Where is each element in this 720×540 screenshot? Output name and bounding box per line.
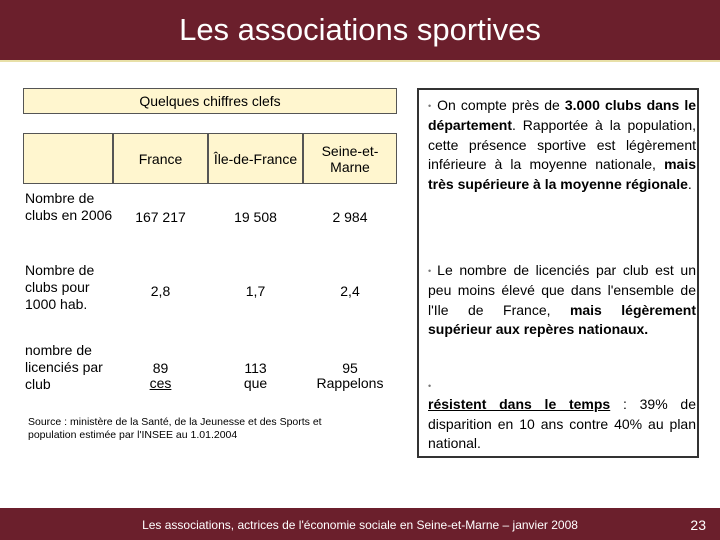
column-header-france: France: [113, 133, 208, 184]
bullet-icon: •: [428, 380, 432, 391]
paragraph-licencies: [428, 261, 696, 340]
overlay-text-rappelons: Rappelons: [316, 375, 384, 391]
overlay-text-que: que: [243, 375, 268, 391]
table-caption: Quelques chiffres clefs: [23, 88, 397, 114]
commentary-panel: [417, 88, 699, 458]
cell-ratio-idf: 1,7: [245, 283, 266, 299]
footer-text: Les associations, actrices de l'économie sociale en Seine-et-Marne – janvier 2008: [142, 518, 578, 532]
p1-text-3: .: [687, 175, 692, 192]
p1-bold-2: mais très supérieure à la moyenne régionale: [428, 156, 696, 192]
p1-text-2: . Rapportée à la population, cette présence sportive est légèrement inférieure à la moyenne nationale,: [428, 117, 696, 173]
cell-lic-france: 89: [152, 360, 169, 376]
p1-text: On compte près de: [437, 97, 565, 113]
overlay-text-ces: ces: [149, 375, 172, 391]
page-title: Les associations sportives: [179, 12, 541, 47]
table-corner-cell: [23, 133, 113, 184]
p3-text: : 39% de disparition en 10 ans contre 40% au plan national.: [428, 396, 696, 451]
p2-bold: mais légèrement supérieur aux repères nationaux.: [428, 301, 696, 338]
cell-clubs-sem: 2 984: [332, 209, 368, 225]
column-header-seine-et-marne: Seine-et-Marne: [303, 133, 397, 184]
paragraph-resistance: [428, 376, 696, 454]
cell-ratio-france: 2,8: [150, 283, 171, 299]
p3-bold: résistent dans le temps: [428, 396, 611, 412]
row-label-licencies: nombre de licenciés par club: [25, 342, 103, 392]
cell-clubs-france: 167 217: [135, 209, 186, 225]
cell-lic-sem: 95: [342, 360, 358, 376]
page-number: 23: [690, 517, 706, 533]
cell-ratio-sem: 2,4: [340, 283, 360, 299]
cell-lic-idf: 113: [244, 360, 267, 376]
header-bar: [0, 0, 720, 62]
cell-clubs-idf: 19 508: [234, 209, 277, 225]
p1-bold: 3.000 clubs dans le département: [428, 97, 697, 134]
row-label-clubs-2006: Nombre de clubs en 2006: [25, 190, 113, 223]
row-label-clubs-per-1000: Nombre de clubs pour 1000 hab.: [25, 262, 95, 312]
column-header-idf: Île-de-France: [208, 133, 303, 184]
source-note: Source : ministère de la Santé, de la Jeunesse et des Sports et population estimée par l'INSEE au 1.01.2004: [28, 416, 322, 441]
bullet-line: [428, 376, 696, 395]
footer-bar: [0, 508, 720, 540]
bullet-icon: •: [428, 100, 432, 111]
p2-text: Le nombre de licenciés par club est un peu moins élevé que dans l'ensemble de l'Ile de France,: [428, 262, 696, 318]
paragraph-clubs: [428, 96, 696, 194]
bullet-icon: •: [428, 265, 432, 276]
